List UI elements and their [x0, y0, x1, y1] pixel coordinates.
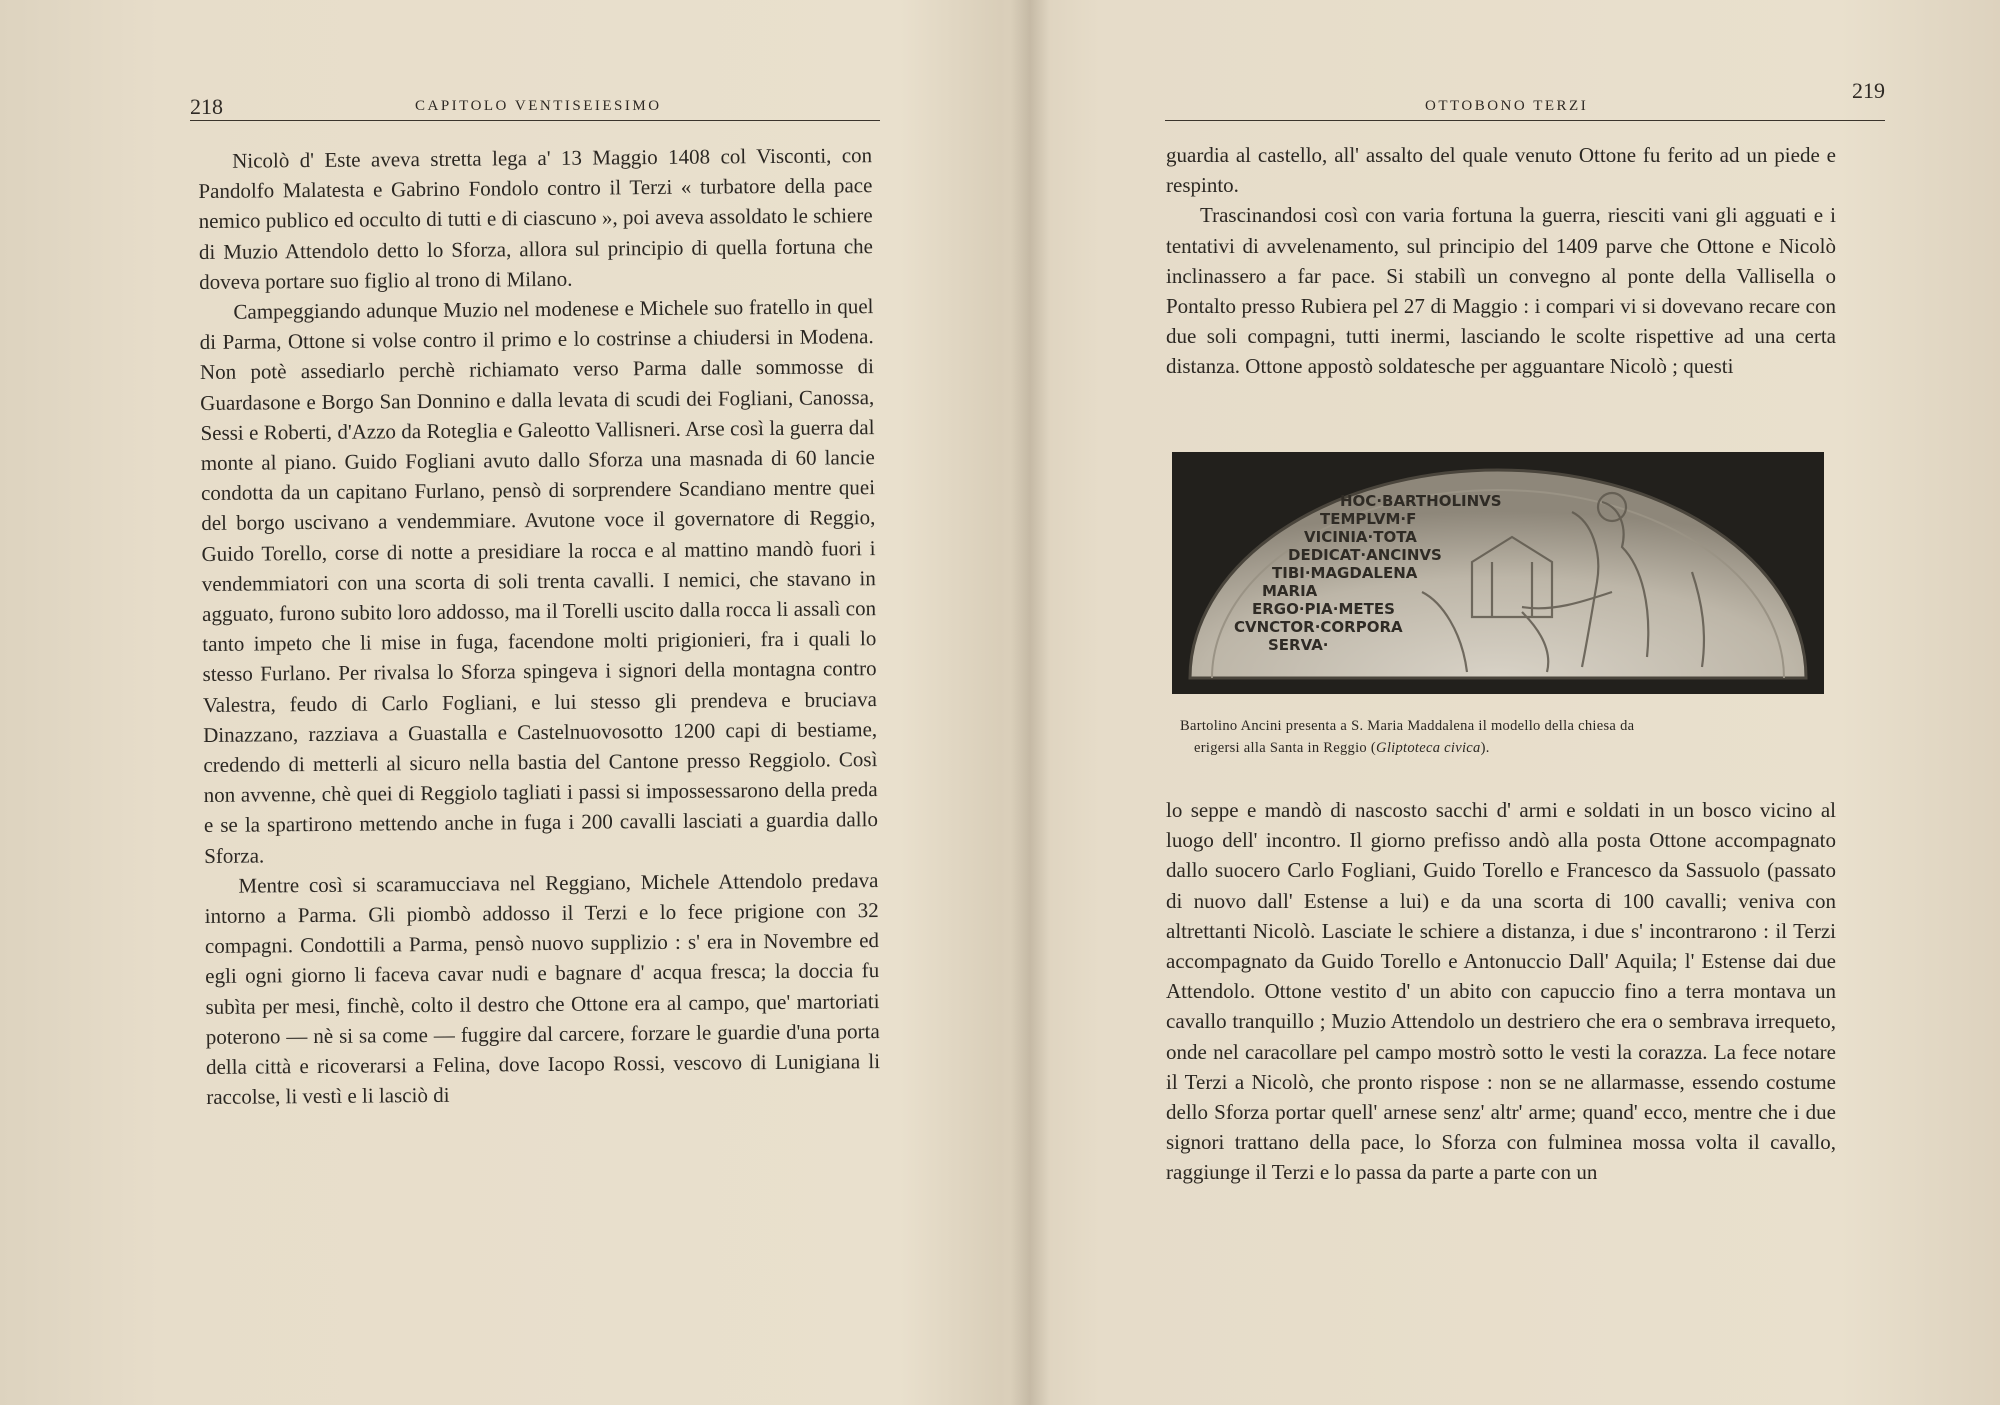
inscription-line-5: TIBI·MAGDALENA — [1272, 564, 1418, 582]
inscription-line-4: DEDICAT·ANCINVS — [1288, 546, 1442, 564]
inscription-line-8: CVNCTOR·CORPORA — [1234, 618, 1403, 636]
left-page-number: 218 — [190, 94, 223, 119]
caption-line-2 — [1180, 737, 1830, 759]
left-paragraph-2: Campeggiando adunque Muzio nel modenese e Michele suo fratello in quel di Parma, Ottone si volse contro il primo e lo costrinse a chiudersi in Modena. Non potè assediarlo perchè richiamato verso Parma dalle sommosse di Guardasone e Borgo San Donnino e dalla levata di scudi dei Fogliani, Canossa, Sessi e Roberti, d'Azzo da Roteglia e Galeotto Vallisneri. Arse così la guerra dal monte al piano. Guido Fogliani avuto dallo Sforza una masnada di 60 lancie condotta da un capitano Furlano, pensò di sorprendere Scandiano mentre quei del borgo uscivano a vendemmiare. Avutone voce il governatore di Reggio, Guido Torello, corse di notte a presidiare la rocca e al mattino mandò fuori i vendemmiatori con una scorta di soli trenta cavalli. I nemici, che stavano in agguato, furono subito loro addosso, ma il Torelli uscito dalla rocca li assalì con tanto impeto che li mise in fuga, facendone molti prigionieri, fra i quali lo stesso Furlano. Per rivalsa lo Sforza spingeva i signori della montagna contro Valestra, feudo di Carlo Fogliani, e lui stesso gli prendeva e bruciava Dinazzano, razziava a Guastalla e Castelnuovosotto 1200 capi di bestiame, credendo di metterli al sicuro nella bastia del Cantone presso Reggiolo. Così non avvenne, chè quei di Reggiolo tagliati i passi si impossessarono della preda e se la spartirono mettendo anche in fuga i 200 cavalli lasciati a guardia dallo Sforza. — [199, 294, 879, 868]
inscription-line-7: ERGO·PIA·METES — [1252, 600, 1395, 618]
right-paragraph-2: Trascinandosi così con varia fortuna la guerra, riesciti vani gli agguati e i tentativi di avvelenamento, sul principio del 1409 parve che Ottone e Nicolò inclinassero a far pace. Si stabilì un convegno al ponte della Vallisella o Pontalto presso Rubiera pel 27 di Maggio : i compari vi si dovevano recare con due soli compagni, tutti inermi, lasciando le scolte rispettive ad una certa distanza. Ottone appostò soldatesche per agguantare Nicolò ; questi — [1166, 203, 1836, 379]
caption-line-2-end: ). — [1480, 740, 1490, 756]
lunette-relief-image — [1172, 452, 1824, 694]
caption-line-2-text: erigersi alla Santa in Reggio ( — [1194, 740, 1377, 756]
left-paragraph-3: Mentre così si scaramucciava nel Reggiano, Michele Attendolo predava intorno a Parma. Gli piombò addosso il Terzi e lo fece prigione con 32 compagni. Condottili a Parma, pensò nuovo supplizio : s' era in Novembre ed egli ogni giorno li faceva cavar nudi e bagnare d' acqua fresca; la doccia fu subìta per mesi, finchè, colto il destro che Ottone era al campo, que' martoriati poterono — nè si sa come — fuggire dal carcere, forzare le guardie d'una porta della città e ricoverarsi a Felina, dove Iacopo Rossi, vescovo di Lunigiana li raccolse, li vestì e li lasciò di — [204, 867, 881, 1110]
right-page-number: 219 — [1852, 78, 1885, 103]
left-paragraph-1: Nicolò d' Este aveva stretta lega a' 13 Maggio 1408 col Visconti, con Pandolfo Malatesta e Gabrino Fondolo contro il Terzi « turbatore della pace nemico publico ed occulto di tutti e di ciascuno », poi aveva assoldato le schiere di Muzio Attendolo detto lo Sforza, allora sul principio di quella fortuna che doveva portare suo figlio al trono di Milano. — [198, 143, 874, 294]
relief-photograph — [1172, 452, 1824, 694]
figure-caption — [1180, 715, 1830, 759]
inscription-line-6: MARIA — [1262, 582, 1318, 600]
right-running-head — [1165, 78, 1885, 121]
right-paragraph-1: guardia al castello, all' assalto del quale venuto Ottone fu ferito ad un piede e respinto. — [1166, 143, 1836, 198]
left-running-title: CAPITOLO VENTISEIESIMO — [415, 98, 662, 114]
inscription-line-2: TEMPLVM·F — [1320, 510, 1417, 528]
left-body-text — [198, 140, 880, 1112]
right-body-text-bottom — [1166, 795, 1836, 1188]
book-gutter — [1010, 0, 1050, 1405]
right-body-text-top — [1166, 140, 1836, 382]
right-paragraph-3: lo seppe e mandò di nascosto sacchi d' armi e soldati in un bosco vicino al luogo dell' incontro. Il giorno prefisso andò alla posta Ottone accompagnato dallo suocero Carlo Fogliani, Guido Torello e Francesco da Sassuolo (passato di nuovo dall' Estense a lui) e da una scorta di 100 cavalli; veniva con altrettanti Nicolò. Lasciate le schiere a distanza, i due s' incontrarono : il Terzi accompagnato da Guido Torello e Antonuccio Dall' Aquila; l' Estense dai due Attendolo. Ottone vestito d' un abito con capuccio fino a terra montava un cavallo tranquillo ; Muzio Attendolo un destriero che era o sembrava irrequeto, onde nel caracollare pel campo mostrò sotto le vesti la corazza. La fece notare il Terzi a Nicolò, che pronto rispose : non se ne allarmasse, essendo costume dello Sforza portar quell' arnese senz' altr' arme; quand' ecco, mentre che i due signori trattano della pace, lo Sforza con fulminea mossa volta il cavallo, raggiunge il Terzi e lo passa da parte a parte con un — [1166, 798, 1836, 1185]
inscription-line-3: VICINIA·TOTA — [1304, 528, 1417, 546]
right-page — [1050, 0, 2000, 1405]
left-running-head — [190, 88, 880, 121]
inscription-line-9: SERVA· — [1268, 636, 1329, 654]
inscription-line-1: HOC·BARTHOLINVS — [1340, 492, 1502, 510]
caption-line-1: Bartolino Ancini presenta a S. Maria Maddalena il modello della chiesa da — [1180, 718, 1635, 734]
right-running-title: OTTOBONO TERZI — [1425, 98, 1589, 114]
caption-line-2-italic: Gliptoteca civica — [1376, 740, 1481, 756]
